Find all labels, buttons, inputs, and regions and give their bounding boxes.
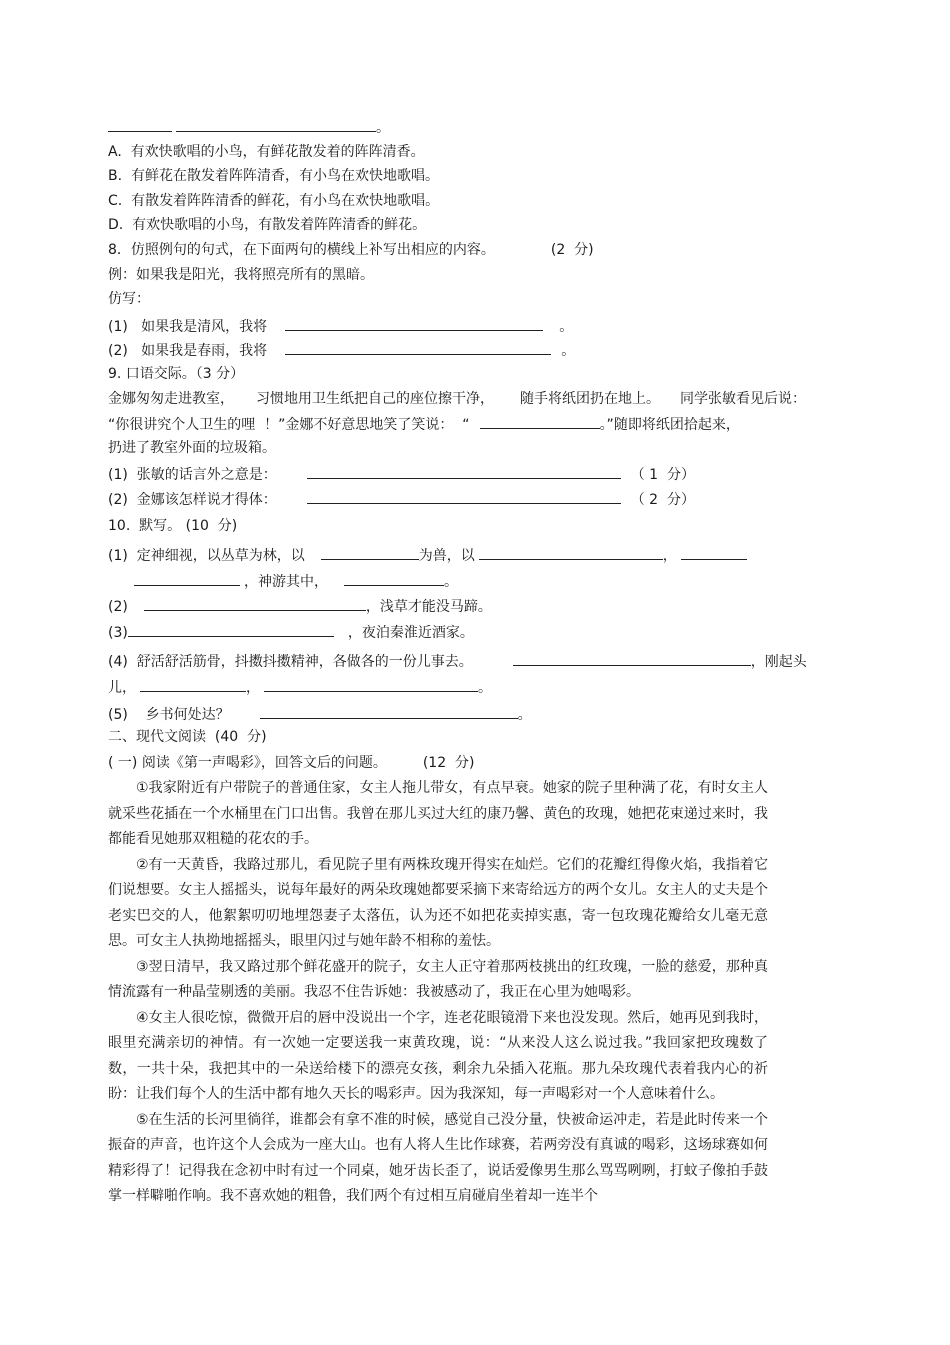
q9-title: 9. 口语交际。（3 分）	[108, 366, 245, 382]
answer-blank[interactable]	[479, 545, 663, 560]
answer-blank[interactable]	[264, 677, 478, 692]
q8-item-1: (1) 如果我是清风，我将 。	[108, 316, 573, 336]
passage-paragraph-4: ④女主人很吃惊，微微开启的唇中没说出一个字，连老花眼镜滑下来也没发现。然后，她再见到我时，眼里充满亲切的神情。有一次她一定要送我一束黄玫瑰，说：“从来没人这么说过我。”我回家把玫瑰数了数，一共十朵，我把其中的一朵送给楼下的漂亮女孩，剩余九朵插入花瓶。那九朵玫瑰代表着我内心的祈盼：让我们每个人的生活中都有地久天长的喝彩声。因为我深知，每一声喝彩对一个人意味着什么。	[108, 1009, 768, 1102]
q10-line-7: (5) 乡书何处达？ 。	[108, 704, 532, 724]
reading-passage	[108, 776, 768, 1210]
option-d: D. 有欢快歌唱的小鸟，有散发着阵阵清香的鲜花。	[108, 217, 427, 233]
answer-blank[interactable]	[307, 489, 621, 504]
answer-blank[interactable]	[480, 414, 600, 429]
answer-blank[interactable]	[681, 545, 747, 560]
answer-blank[interactable]	[321, 545, 419, 560]
q8-title: 8．仿照例句的句式，在下面两句的横线上补写出相应的内容。 (2 分)	[108, 242, 594, 258]
reading-1-title: ( 一) 阅读《第一声喝彩》，回答文后的问题。 (12 分)	[108, 755, 475, 771]
passage-paragraph-3: ③翌日清早，我又路过那个鲜花盛开的院子，女主人正守着那两枝挑出的红玫瑰，一脸的慈爱，那种真情流露有一种晶莹剔透的美丽。我忍不住告诉她：我被感动了，我正在心里为她喝彩。	[108, 958, 768, 1000]
q10-line-4: (3) ，夜泊秦淮近酒家。	[108, 622, 474, 642]
answer-blank[interactable]	[344, 571, 444, 586]
answer-blank[interactable]	[401, 340, 551, 355]
answer-blank[interactable]	[307, 464, 621, 479]
q10-line-5: (4) 舒活舒活筋骨，抖擞抖擞精神，各做各的一份儿事去。 ，刚起头	[108, 651, 807, 671]
answer-blank[interactable]	[134, 571, 240, 586]
answer-blank[interactable]	[108, 117, 172, 132]
q8-imitate-label: 仿写：	[108, 291, 150, 307]
q7-blank-line: 。	[108, 117, 390, 137]
answer-blank[interactable]	[140, 677, 246, 692]
q10-line-1: (1) 定神细视，以丛草为林，以 为兽，以 ，	[108, 545, 747, 565]
option-b: B. 有鲜花在散发着阵阵清香，有小鸟在欢快地歌唱。	[108, 168, 439, 184]
answer-blank[interactable]	[260, 704, 518, 719]
q9-story-line-3: 扔进了教室外面的垃圾箱。	[108, 440, 276, 456]
answer-blank[interactable]	[128, 622, 334, 637]
q10-line-2: ，神游其中， 。	[108, 571, 458, 591]
passage-paragraph-1: ①我家附近有户带院子的普通住家，女主人拖儿带女，有点早衰。她家的院子里种满了花，有时女主人就采些花插在一个水桶里在门口出售。我曾在那儿买过大红的康乃馨、黄色的玫瑰，她把花束递过来时，我都能看见她那双粗糙的花农的手。	[108, 780, 768, 847]
q10-line-6: 儿， ， 。	[108, 677, 492, 697]
answer-blank[interactable]	[144, 596, 366, 611]
q8-item-2: (2) 如果我是春雨，我将 。	[108, 340, 575, 360]
q9-story-line-2: “你很讲究个人卫生的哩 ！”金娜不好意思地笑了笑说： “ 。”随即将纸团拾起来，	[108, 414, 740, 434]
q10-title: 10. 默写。 (10 分)	[108, 518, 238, 534]
section-2-title: 二、现代文阅读 (40 分)	[108, 729, 267, 745]
answer-blank[interactable]	[513, 651, 751, 666]
answer-blank[interactable]	[393, 316, 543, 331]
option-a: A. 有欢快歌唱的小鸟，有鲜花散发着的阵阵清香。	[108, 144, 425, 160]
answer-blank[interactable]	[176, 117, 376, 132]
passage-paragraph-2: ②有一天黄昏，我路过那儿，看见院子里有两株玫瑰开得实在灿烂。它们的花瓣红得像火焰，我指着它们说想要。女主人摇摇头，说每年最好的两朵玫瑰她都要采摘下来寄给远方的两个女儿。女主人的丈夫是个老实巴交的人，他絮絮叨叨地埋怨妻子太落伍，认为还不如把花卖掉实惠，寄一包玫瑰花瓣给女儿毫无意思。可女主人执拗地摇摇头，眼里闪过与她年龄不相称的羞怯。	[108, 856, 768, 949]
q9-story-line-1: 金娜匆匆走进教室， 习惯地用卫生纸把自己的座位擦干净， 随手将纸团扔在地上。 同学张敏看见后说：	[108, 391, 806, 407]
q10-line-3: (2) ，浅草才能没马蹄。	[108, 596, 492, 616]
q9-sub-2: (2) 金娜该怎样说才得体： （ 2 分）	[108, 489, 695, 509]
answer-blank[interactable]	[285, 316, 393, 331]
passage-paragraph-5: ⑤在生活的长河里徜徉，谁都会有拿不准的时候，感觉自己没分量，快被命运冲走，若是此时传来一个振奋的声音，也许这个人会成为一座大山。也有人将人生比作球赛，若两旁没有真诚的喝彩，这场球赛如何精彩得了！记得我在念初中时有过一个同桌，她牙齿长歪了，说话爱像男生那么骂骂咧咧，打蚊子像拍手鼓掌一样噼啪作响。我不喜欢她的粗鲁，我们两个有过相互肩碰肩坐着却一连半个	[108, 1111, 768, 1204]
q8-example: 例：如果我是阳光，我将照亮所有的黑暗。	[108, 267, 374, 283]
answer-blank[interactable]	[285, 340, 401, 355]
q9-sub-1: (1) 张敏的话言外之意是： （ 1 分）	[108, 464, 695, 484]
option-c: C. 有散发着阵阵清香的鲜花，有小鸟在欢快地歌唱。	[108, 193, 440, 209]
